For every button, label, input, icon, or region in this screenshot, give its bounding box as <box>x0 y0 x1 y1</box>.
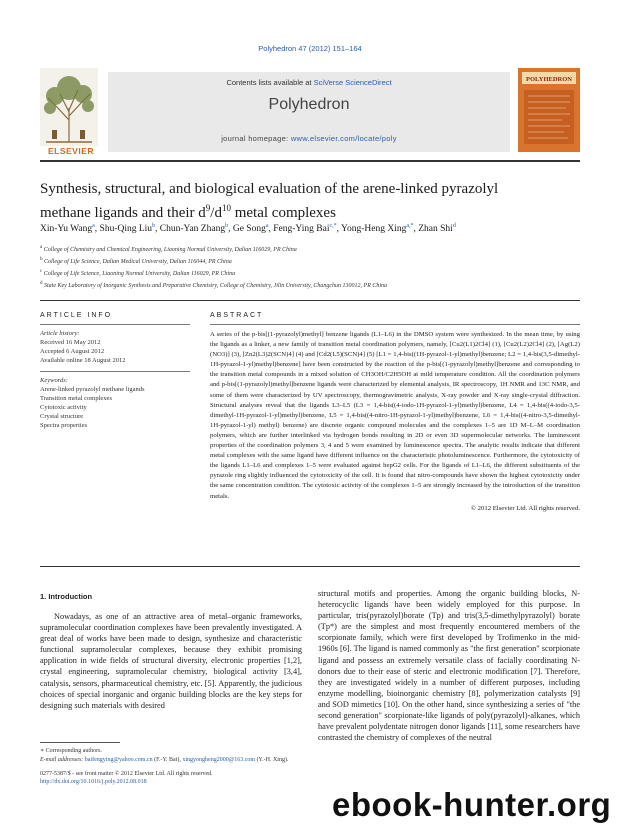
homepage-prefix: journal homepage: <box>221 134 291 143</box>
history-item: Accepted 6 August 2012 <box>40 348 105 355</box>
section-heading-introduction: 1. Introduction <box>40 592 93 601</box>
sciencedirect-link[interactable]: SciVerse ScienceDirect <box>313 78 392 87</box>
article-info-heading: ARTICLE INFO <box>40 312 113 319</box>
title-line-2-end: metal complexes <box>230 205 336 221</box>
affiliation-item <box>40 279 580 291</box>
journal-citation[interactable]: Polyhedron 47 (2012) 151–164 <box>258 44 362 53</box>
footnote-rule <box>40 742 120 743</box>
masthead-divider <box>40 160 580 162</box>
affiliation-text: State Key Laboratory of Inorganic Synthesis and Preparative Chemistry, College of Chemistry, Jilin University, Changchun 130012, PR China <box>44 283 388 289</box>
author-affiliation-marker[interactable]: b <box>225 223 229 229</box>
abstract-text: A series of the p-bis[(1-pyrazolyl)methyl] benzene ligands (L1–L6) in the DMSO system were synthesized. In the mean time, by using the ligands as a linker, a new family of transition metal coordination polymers, namely, [Cu2(L1)2Cl4] (1), [Cu2(L2)2Cl4] (2), [Ag(L2)(NO3)] (3), [Zn2(L3)2(SCN)4] (4) and [Cd2(L5)(SCN)4] (5) [L1 = 1,4-bis((1H-pyrazol-1-yl)methyl)benzene; L2 = 1,4-bis(3,5-dimethyl-1H-pyrazol-1-yl)methyl)benzene] have been constructed by the reaction of the p-bis[(1-pyrazolyl)methyl]benzene and corresponding to the transition metal compounds in a mixed solution of CH3OH/C2H5OH at mild temperature condition. All the coordination polymers and p-bis[(1-pyrazolyl)methyl]benzene ligands were characterized by elemental analysis, IR spectroscopy, 1H NMR and 13C NMR, and some of them were characterized by UV spectroscopy, thermogravimetric analysis, X-ray powder and X-ray single-crystal diffraction. Structural analyses reveal that the ligands L3–L5 (L3 = 1,4-bis((4-iodo-1H-pyrazol-1-yl)methyl)benzene, L4 = 1,4-bis((4-iodo-3,5-dimethyl-1H-pyrazol-1-yl)methyl)benzene, L5 = 1,4-bis((4-nitro-1H-pyrazol-1-yl)methyl)benzene, L6 = 1,4-bis((4-nitro-3,5-dimethyl-1H-pyrazol-1-yl) methyl) benzene) are discrete organic compound molecules and the complexes 1–5 are 1D M–L–M coordination polymers, which are further interlinked via hydrogen bonds resulting in 2D or even 3D supermolecular networks. The luminescent properties of the coordination polymers 3, 4 and 5 were examined by luminescence spectra. The analytic results indicate that different metal complexes with the same ligand have different influence on the characteristic photoluminescence. Furthermore, the cytotoxicity of the ligands L1–L6 and complexes 1–5 were evaluated against hepG2 cells. For the ligands of L1–L6, the different substituents of the pyrazole ring slightly influenced the cytotoxicity of the cell. It is found that nitro-compounds have shown the highest cytotoxicity under the same concentration condition. The cytotoxic activity of the complexes 1–5 are strongly increased by the introduction of the transition metals. <box>210 331 580 500</box>
keywords-label: Keywords: <box>40 377 68 384</box>
article-info-column <box>40 312 190 430</box>
article-title <box>40 180 580 223</box>
journal-homepage-line <box>108 134 510 143</box>
affiliation-key: d <box>40 281 43 286</box>
author[interactable] <box>160 224 228 234</box>
abstract-rule <box>210 324 580 325</box>
abstract-heading: ABSTRACT <box>210 312 264 319</box>
front-matter <box>40 770 302 786</box>
author[interactable] <box>418 224 456 234</box>
keyword-item: Spectra properties <box>40 422 88 429</box>
watermark-text: ebook-hunter.org <box>332 786 612 823</box>
author-name: Zhan Shi <box>418 224 453 235</box>
affiliation-key: b <box>40 257 43 262</box>
keywords <box>40 376 190 430</box>
journal-title: Polyhedron <box>268 96 350 113</box>
article-info-rule <box>40 324 190 325</box>
author-affiliation-marker[interactable]: b <box>152 223 156 229</box>
doi-link[interactable]: http://dx.doi.org/10.1016/j.poly.2012.08.018 <box>40 779 147 785</box>
affiliation-key: c <box>40 269 43 274</box>
author-affiliation-marker[interactable]: a <box>92 223 95 229</box>
author-name: Yong-Heng Xing <box>341 224 407 235</box>
email-line <box>40 756 302 765</box>
author-affiliation-marker[interactable]: a,* <box>406 223 414 229</box>
author[interactable] <box>100 224 156 234</box>
introduction-column-2 <box>318 588 580 743</box>
keyword-item: Transition metal complexes <box>40 395 112 402</box>
affiliation-text: College of Life Science, Dalian Medical University, Dalian 116044, PR China <box>44 259 232 265</box>
contents-line <box>108 78 510 87</box>
affiliation-text: College of Life Science, Liaoning Normal University, Dalian 116029, PR China <box>43 271 236 277</box>
keyword-item: Cytotoxic activity <box>40 404 87 411</box>
header-divider <box>40 300 580 301</box>
introduction-paragraph-1: Nowadays, as one of an attractive area of metal–organic frameworks, supramolecular coordination complexes have been prevalently investigated. A great deal of works have been made to design, synthesize and characteristic functional supramolecular complexes, because they exhibit promising application in wide fields of structural diversity, electronic properties [1,2], crystal engineering, supramolecular chemistry, biological activity [3,4], catalysis, sensors, pharmaceutical chemistry, etc. [5]. Apparently, the judicious choices of special inorganic and organic building blocks are the key steps for designing such materials with desired <box>40 612 302 710</box>
affiliation-item <box>40 255 580 267</box>
author-name: Ge Song <box>232 224 266 235</box>
abstract-divider <box>40 566 580 567</box>
corresponding-author-footnote <box>40 747 302 764</box>
copyright-notice: © 2012 Elsevier Ltd. All rights reserved. <box>470 504 580 512</box>
author-affiliation-marker[interactable]: c,* <box>329 223 337 229</box>
title-superscript-2: 10 <box>221 203 231 213</box>
author-name: Chun-Yan Zhang <box>159 224 226 235</box>
keyword-item: Crystal structure <box>40 413 84 420</box>
author-affiliation-marker[interactable]: d <box>452 223 456 229</box>
masthead <box>40 68 580 158</box>
email-label: E-mail addresses: <box>40 756 84 763</box>
author-name: Xin-Yu Wang <box>40 224 93 235</box>
affiliation-list <box>40 243 580 291</box>
article-info-rule <box>40 371 190 372</box>
title-line-1: Synthesis, structural, and biological evaluation of the arene-linked pyrazolyl <box>40 181 499 197</box>
affiliation-item <box>40 243 580 255</box>
email-link[interactable]: xingyongheng2000@163.com <box>182 756 256 763</box>
title-superscript-1: 9 <box>205 203 211 213</box>
elsevier-tree-logo <box>40 68 98 148</box>
homepage-link[interactable]: www.elsevier.com/locate/poly <box>290 134 397 143</box>
article-history-label: Article history: <box>40 330 80 337</box>
author[interactable] <box>233 224 269 234</box>
keyword-item: Arene-linked pyrazolyl methane ligands <box>40 386 145 393</box>
title-line-2-mid: /d <box>210 205 222 221</box>
author-list: Xin-Yu Wang$^a$, Shu-Qing Liu$^b$, Chun-Yan Zhang$^b$, Ge Song$^a$, Feng-Ying Bai$^{c,*}$, Yong-Heng Xing$^{a,*}$, Zhan Shi$^d$ <box>40 223 456 235</box>
history-item: Received 16 May 2012 <box>40 339 101 346</box>
email-owner: (F.-Y. Bai), <box>154 756 181 763</box>
introduction-column-1 <box>40 588 302 711</box>
author[interactable] <box>341 224 413 234</box>
author-name: Shu-Qing Liu <box>99 224 153 235</box>
affiliation-text: College of Chemistry and Chemical Engineering, Liaoning Normal University, Dalian 116029, PR China <box>43 247 297 253</box>
journal-banner <box>108 72 510 152</box>
history-item: Available online 18 August 2012 <box>40 357 126 364</box>
introduction-paragraph-2: structural motifs and properties. Among the organic building blocks, N-heterocyclic ligands have been widely employed for this purpose. In particular, tris(pyrazolyl)borate (Tp) and tris(3,5-dimethylpyrazolyl) borate (Tp*) are the simplest and most frequently encountered members of the scorpionate family, which were first developed by Trofimenko in the mid-1960s [6]. The ligand is named commonly as "the first generation" scorpionate ligand and possess an extremely versatile class of facially coordinating N-donors due to their ease of steric and electronic modification [7]. Therefore, they are investigated widely in a number of different purposes, including enzyme modelling, bioinorganic chemistry [8], polymerization catalysts [9] and SOD mimetics [10]. On the other hand, since synthesizing a series of "the second generation" scorpionate-like ligands of poly(pyrazolyl)-alkanes, which have prevalent polydentate nitrogen donor ligands [11], some researchers have contrasted the chemistry of complexes of the neutral <box>318 589 580 743</box>
issn-line: 0277-5387/$ - see front matter © 2012 Elsevier Ltd. All rights reserved. <box>40 771 213 777</box>
journal-cover-image[interactable] <box>518 68 580 152</box>
affiliation-item <box>40 267 580 279</box>
article-history <box>40 329 190 365</box>
email-owner: (Y.-H. Xing). <box>256 756 289 763</box>
watermark <box>332 786 620 826</box>
cover-title: POLYHEDRON <box>526 76 572 83</box>
publisher-logo-text[interactable]: ELSEVIER <box>47 146 95 156</box>
email-link[interactable]: baifengying@yahoo.com.cn <box>84 756 153 763</box>
abstract-column <box>210 312 580 512</box>
affiliation-key: a <box>40 245 43 250</box>
author-affiliation-marker[interactable]: a <box>265 223 269 229</box>
title-line-2 <box>40 199 580 223</box>
author[interactable] <box>273 224 336 234</box>
author[interactable] <box>40 224 95 234</box>
author-name: Feng-Ying Bai <box>273 224 330 235</box>
contents-prefix: Contents lists available at <box>226 78 314 87</box>
corresponding-label: ∗ Corresponding authors. <box>40 748 102 754</box>
title-line-2-text: methane ligands and their d <box>40 205 206 221</box>
